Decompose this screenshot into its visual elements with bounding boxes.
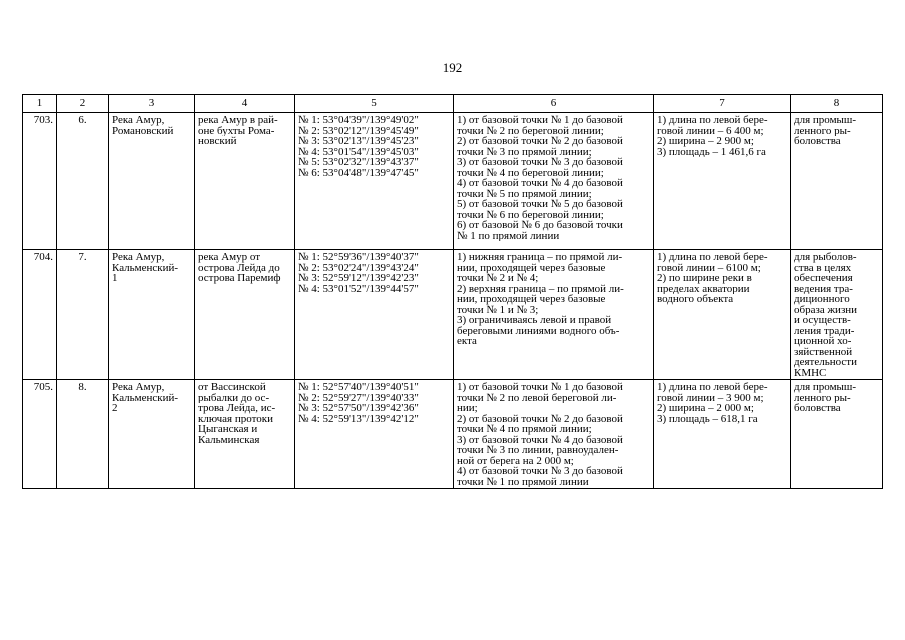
cell-line: № 1 по прямой линии xyxy=(457,230,560,241)
row-number-cell: 705. xyxy=(23,380,57,489)
cell-line: и осуществ- xyxy=(794,315,851,326)
cell-line: 2) от базовой точки № 2 до базовой xyxy=(457,413,623,424)
cell-line: № 3: 53°02'13"/139°45'23" xyxy=(298,136,419,147)
coordinates-cell xyxy=(295,380,454,489)
cell-line: рыбалки до ос- xyxy=(198,392,270,403)
column-header: 5 xyxy=(295,95,454,113)
cell-line: № 4: 52°59'13"/139°42'12" xyxy=(298,413,419,424)
cell-line: от Вассинской xyxy=(198,382,266,393)
cell-line: 1) длина по левой бере- xyxy=(657,115,768,126)
cell-line: зяйственной xyxy=(794,346,853,357)
cell-line: 2) верхняя граница – по прямой ли- xyxy=(457,283,624,294)
cell-line: ционной хо- xyxy=(794,336,852,347)
cell-line: 2) от базовой точки № 2 до базовой xyxy=(457,136,623,147)
fishing-areas-table xyxy=(22,94,883,489)
page-number: 192 xyxy=(442,60,463,75)
cell-line: для промыш- xyxy=(794,382,857,393)
cell-line: точки № 3 по прямой линии; xyxy=(457,146,592,157)
cell-line: Река Амур, xyxy=(112,115,165,126)
cell-line: 1) от базовой точки № 1 до базовой xyxy=(457,382,623,393)
cell-line: ления тради- xyxy=(794,325,855,336)
cell-line: 1) нижняя граница – по прямой ли- xyxy=(457,252,623,263)
cell-line: 2) ширина – 2 900 м; xyxy=(657,136,754,147)
cell-line: новский xyxy=(198,136,237,147)
cell-line: говой линии – 3 900 м; xyxy=(657,392,764,403)
cell-line: ства в целях xyxy=(794,262,852,273)
purpose-cell xyxy=(791,113,883,250)
water-body-cell xyxy=(109,113,195,250)
location-cell xyxy=(195,250,295,380)
column-header: 6 xyxy=(454,95,654,113)
column-header: 8 xyxy=(791,95,883,113)
row-number-cell: 704. xyxy=(23,250,57,380)
cell-line: 4) от базовой точки № 4 до базовой xyxy=(457,178,623,189)
cell-line: 1) от базовой точки № 1 до базовой xyxy=(457,115,623,126)
cell-line: водного объекта xyxy=(657,294,734,305)
cell-line: нии; xyxy=(457,403,478,414)
dimensions-cell xyxy=(654,250,791,380)
cell-line: № 4: 53°01'52"/139°44'57" xyxy=(298,283,419,294)
cell-line: 3) ограничиваясь левой и правой xyxy=(457,315,612,326)
cell-line: река Амур в рай- xyxy=(198,115,278,126)
cell-line: деятельности xyxy=(794,357,857,368)
cell-line: 2) ширина – 2 000 м; xyxy=(657,403,754,414)
purpose-cell xyxy=(791,250,883,380)
cell-line: диционного xyxy=(794,294,850,305)
table-row xyxy=(23,250,883,380)
column-header: 7 xyxy=(654,95,791,113)
cell-line: Кальменский- xyxy=(112,262,179,273)
cell-line: боловства xyxy=(794,136,841,147)
cell-line: № 2: 53°02'24"/139°43'24" xyxy=(298,262,419,273)
location-cell xyxy=(195,113,295,250)
cell-line: Река Амур, xyxy=(112,252,165,263)
cell-line: оне бухты Рома- xyxy=(198,125,275,136)
cell-line: № 1: 52°57'40"/139°40'51" xyxy=(298,382,419,393)
cell-line: острова Паремиф xyxy=(198,273,281,284)
cell-line: № 5: 53°02'32"/139°43'37" xyxy=(298,157,419,168)
cell-line: Кальминская xyxy=(198,434,260,445)
cell-line: № 1: 53°04'39"/139°49'02" xyxy=(298,115,419,126)
cell-line: № 1: 52°59'36"/139°40'37" xyxy=(298,252,419,263)
cell-line: № 4: 53°01'54"/139°45'03" xyxy=(298,146,419,157)
cell-line: № 3: 52°57'50"/139°42'36" xyxy=(298,403,419,414)
water-body-cell xyxy=(109,380,195,489)
cell-line: ленного ры- xyxy=(794,392,851,403)
area-number-cell: 7. xyxy=(57,250,109,380)
coordinates-cell xyxy=(295,250,454,380)
cell-line: говой линии – 6100 м; xyxy=(657,262,761,273)
cell-line: точки № 5 по прямой линии; xyxy=(457,188,592,199)
header-row xyxy=(23,95,883,113)
cell-line: точки № 2 по береговой линии; xyxy=(457,125,604,136)
table-row xyxy=(23,380,883,489)
boundaries-cell xyxy=(454,113,654,250)
cell-line: береговыми линиями водного объ- xyxy=(457,325,620,336)
cell-line: 6) от базовой № 6 до базовой точки xyxy=(457,220,623,231)
column-header: 2 xyxy=(57,95,109,113)
water-body-cell xyxy=(109,250,195,380)
boundaries-cell xyxy=(454,380,654,489)
cell-line: пределах акватории xyxy=(657,283,750,294)
column-header: 3 xyxy=(109,95,195,113)
area-number-cell: 8. xyxy=(57,380,109,489)
cell-line: № 3: 52°59'12"/139°42'23" xyxy=(298,273,419,284)
cell-line: трова Лейда, ис- xyxy=(198,403,276,414)
area-number-cell: 6. xyxy=(57,113,109,250)
cell-line: 2 xyxy=(112,403,118,414)
purpose-cell xyxy=(791,380,883,489)
cell-line: Река Амур, xyxy=(112,382,165,393)
cell-line: острова Лейда до xyxy=(198,262,280,273)
location-cell xyxy=(195,380,295,489)
cell-line: боловства xyxy=(794,403,841,414)
cell-line: нии, проходящей через базовые xyxy=(457,294,606,305)
cell-line: точки № 1 по прямой линии xyxy=(457,476,589,487)
boundaries-cell xyxy=(454,250,654,380)
cell-line: река Амур от xyxy=(198,252,261,263)
row-number-cell: 703. xyxy=(23,113,57,250)
cell-line: КМНС xyxy=(794,367,827,378)
cell-line: 2) по ширине реки в xyxy=(657,273,752,284)
table-row xyxy=(23,113,883,250)
cell-line: для рыболов- xyxy=(794,252,857,263)
dimensions-cell xyxy=(654,113,791,250)
cell-line: ной от берега на 2 000 м; xyxy=(457,455,574,466)
cell-line: образа жизни xyxy=(794,304,858,315)
cell-line: точки № 2 и № 4; xyxy=(457,273,539,284)
coordinates-cell xyxy=(295,113,454,250)
cell-line: № 2: 53°02'12"/139°45'49" xyxy=(298,125,419,136)
cell-line: 3) от базовой точки № 4 до базовой xyxy=(457,434,623,445)
cell-line: для промыш- xyxy=(794,115,857,126)
cell-line: нии, проходящей через базовые xyxy=(457,262,606,273)
column-header: 1 xyxy=(23,95,57,113)
cell-line: № 2: 52°59'27"/139°40'33" xyxy=(298,392,419,403)
cell-line: точки № 2 по левой береговой ли- xyxy=(457,392,617,403)
cell-line: ключая протоки xyxy=(198,413,273,424)
cell-line: 3) площадь – 1 461,6 га xyxy=(657,146,766,157)
cell-line: точки № 4 по прямой линии; xyxy=(457,424,592,435)
cell-line: 1 xyxy=(112,273,118,284)
cell-line: обеспечения xyxy=(794,273,853,284)
cell-line: точки № 1 и № 3; xyxy=(457,304,539,315)
cell-line: 3) площадь – 618,1 га xyxy=(657,413,758,424)
cell-line: говой линии – 6 400 м; xyxy=(657,125,764,136)
cell-line: Цыганская и xyxy=(198,424,258,435)
cell-line: ведения тра- xyxy=(794,283,853,294)
dimensions-cell xyxy=(654,380,791,489)
cell-line: точки № 4 по береговой линии; xyxy=(457,167,604,178)
cell-line: точки № 6 по береговой линии; xyxy=(457,209,604,220)
cell-line: екта xyxy=(457,336,477,347)
cell-line: № 6: 53°04'48"/139°47'45" xyxy=(298,167,419,178)
cell-line: точки № 3 по линии, равноудален- xyxy=(457,445,619,456)
column-header: 4 xyxy=(195,95,295,113)
cell-line: ленного ры- xyxy=(794,125,851,136)
cell-line: 4) от базовой точки № 3 до базовой xyxy=(457,466,623,477)
cell-line: Романовский xyxy=(112,125,174,136)
cell-line: 1) длина по левой бере- xyxy=(657,252,768,263)
cell-line: 5) от базовой точки № 5 до базовой xyxy=(457,199,623,210)
cell-line: 3) от базовой точки № 3 до базовой xyxy=(457,157,623,168)
cell-line: Кальменский- xyxy=(112,392,179,403)
cell-line: 1) длина по левой бере- xyxy=(657,382,768,393)
